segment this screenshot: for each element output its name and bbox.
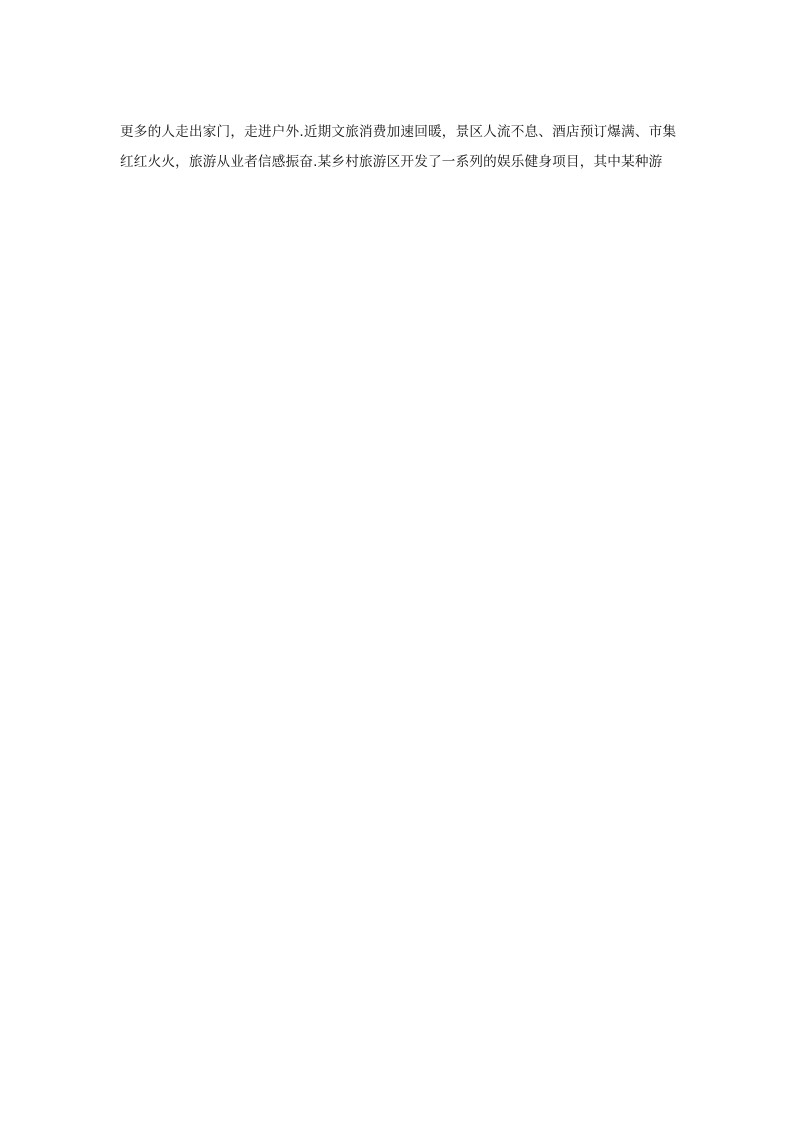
q1-line-1: 更多的人走出家门，走进户外.近期文旅消费加速回暖，景区人流不息、酒店预订爆满、市集 — [120, 124, 677, 140]
q1-line-2: 红红火火，旅游从业者信感振奋.某乡村旅游区开发了一系列的娱乐健身项目，其中某种游 — [120, 154, 663, 170]
